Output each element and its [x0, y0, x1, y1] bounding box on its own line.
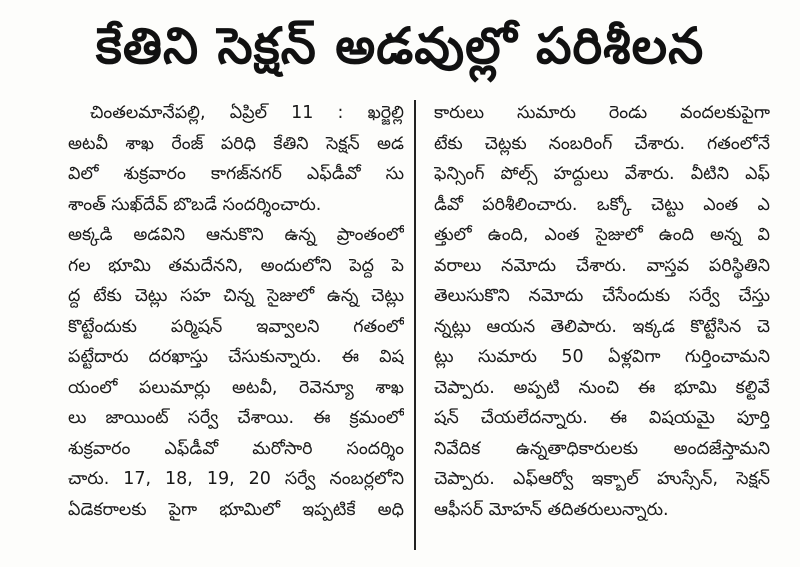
body-line: శాంత్ సుఖ్‌దేవ్ బొబడే సందర్శించారు.	[68, 194, 322, 215]
body-line: ద్ద టేకు చెట్లు సహ చిన్న సైజులో ఉన్న చెట్లు	[68, 286, 404, 306]
body-line: త్తులో ఉంది, ఎంత సైజులో ఉంది అన్న వి	[434, 225, 770, 245]
body-line: అటవీ శాఖ రేంజ్ పరిధి కేతిని సెక్షన్ అడ	[68, 133, 404, 154]
column-divider	[414, 100, 416, 550]
body-line: గల భూమి తమదేనని, అందులోని పెద్ద పె	[68, 255, 404, 276]
body-line: చెప్పారు. అప్పటి నుంచి ఈ భూమి కల్టివే	[434, 377, 770, 398]
body-line: నివేదిక ఉన్నతాధికారులకు అందజేస్తామని	[434, 438, 770, 459]
body-line: టేకు చెట్లకు నంబరింగ్ చేశారు. గతంలోనే	[434, 133, 770, 154]
body-line: షన్ చేయలేదన్నారు. ఈ విషయమై పూర్తి	[434, 408, 770, 428]
body-line: కారులు సుమారు రెండు వందలకుపైగా	[434, 103, 770, 123]
body-line: డీవో పరిశీలించారు. ఒక్కో చెట్టు ఎంత ఎ	[434, 194, 770, 215]
body-line: ఫెన్సింగ్ పోల్స్ హద్దులు వేశారు. వీటిని ఎఫ్	[434, 164, 770, 184]
body-line: ట్లు సుమారు 50 ఏళ్లవిగా గుర్తించామని	[434, 347, 770, 367]
body-line: అక్కడి అడవిని ఆనుకొని ఉన్న ప్రాంతంలో	[68, 225, 404, 245]
body-line: కొట్టేందుకు పర్మిషన్ ఇవ్వాలని గతంలో	[68, 316, 404, 337]
body-line: శుక్రవారం ఎఫ్‌డీవో మరోసారి సందర్శిం	[68, 438, 404, 459]
body-line: విలో శుక్రవారం కాగజ్‌నగర్ ఎఫ్‌డీవో సు	[68, 164, 404, 184]
body-line: పట్టేదారు దరఖాస్తు చేసుకున్నారు. ఈ విష	[68, 347, 404, 367]
body-line: చారు. 17, 18, 19, 20 సర్వే నంబర్లలోని	[68, 469, 404, 489]
body-line: న్నట్లు ఆయన తెలిపారు. ఇక్కడ కొట్టేసిన చె	[434, 316, 770, 337]
left-column	[68, 98, 404, 525]
right-column	[434, 98, 770, 525]
body-line: యంలో పలుమార్లు అటవీ, రెవెన్యూ శాఖ	[68, 377, 404, 398]
body-line: చెప్పారు. ఎఫ్‌ఆర్వో ఇక్బాల్ హుస్సేన్, సెక్షన్	[434, 469, 770, 489]
body-line: తెలుసుకొని నమోదు చేసేందుకు సర్వే చేస్తు	[434, 286, 770, 306]
body-line: వరాలు నమోదు చేశారు. వాస్తవ పరిస్థితిని	[434, 255, 770, 276]
body-line: లు జాయింట్ సర్వే చేశాయి. ఈ క్రమంలో	[68, 408, 404, 428]
body-line: ఆఫీసర్ మోహన్ తదితరులున్నారు.	[434, 499, 669, 520]
headline: కేతిని సెక్షన్ అడవుల్లో పరిశీలన	[95, 17, 705, 75]
body-line: ఏడెకరాలకు పైగా భూమిలో ఇప్పటికే అధి	[68, 499, 404, 520]
body-line: చింతలమానేపల్లి, ఏప్రిల్ 11 : ఖర్జెల్లి	[90, 103, 404, 123]
